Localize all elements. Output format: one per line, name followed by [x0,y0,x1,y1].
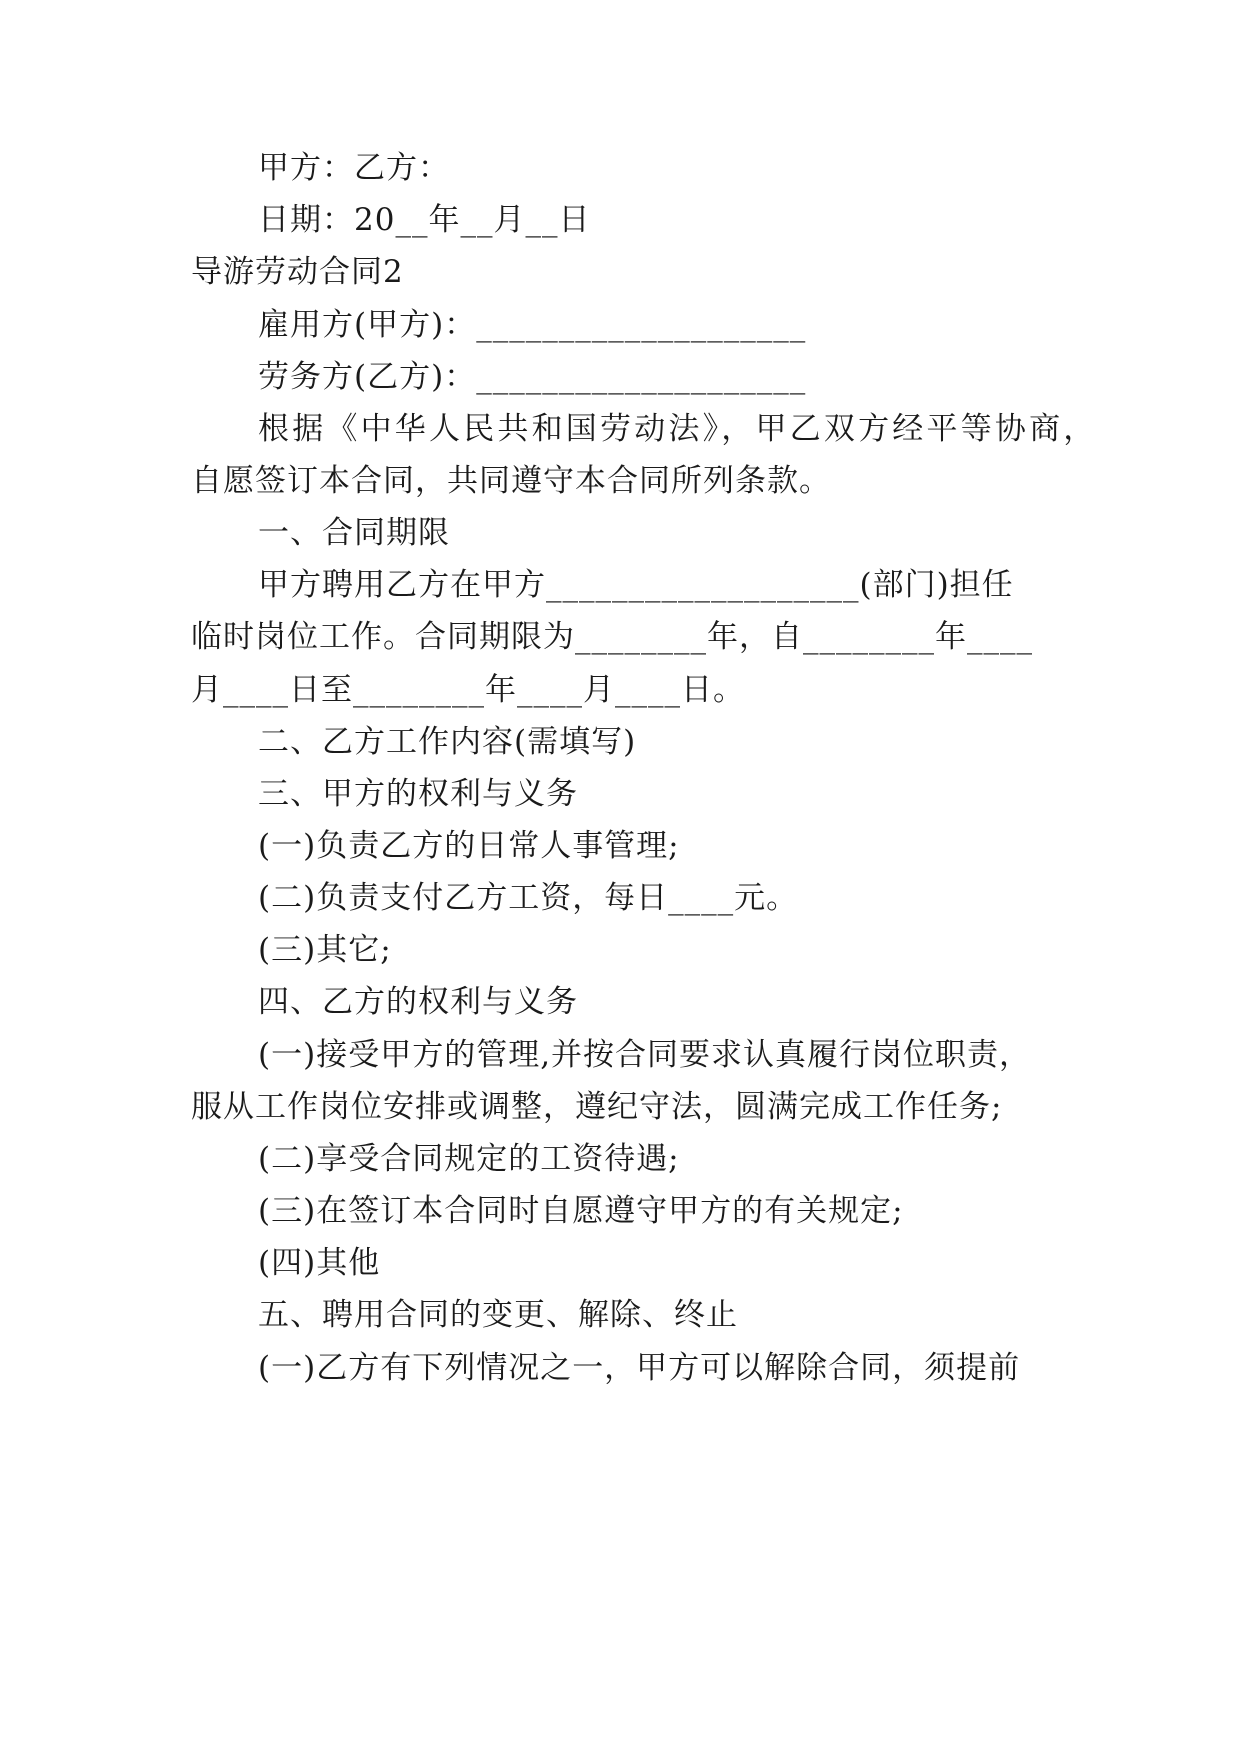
section-heading-work-content: 二、乙方工作内容(需填写) [258,724,637,760]
party-a-item-2: (二)负责支付乙方工资，每日____元。 [258,880,799,916]
section-heading-term: 一、合同期限 [258,515,450,551]
preamble-line-2: 自愿签订本合同，共同遵守本合同所列条款。 [191,463,831,499]
term-paragraph-line-2: 临时岗位工作。合同期限为________年，自________年____ [191,619,1033,655]
document-title: 导游劳动合同2 [191,254,404,290]
party-a-item-1: (一)负责乙方的日常人事管理; [258,828,680,864]
preamble-line-1: 根据《中华人民共和国劳动法》，甲乙双方经平等协商， [258,411,1098,447]
signature-parties-line: 甲方：乙方： [258,150,450,186]
contract-changes-item-1: (一)乙方有下列情况之一，甲方可以解除合同，须提前 [258,1350,1021,1386]
section-heading-party-a-rights: 三、甲方的权利与义务 [258,776,578,812]
employee-line: 劳务方(乙方)：____________________ [258,359,807,395]
date-line: 日期：20__年__月__日 [258,202,591,238]
section-heading-contract-changes: 五、聘用合同的变更、解除、终止 [258,1297,738,1333]
section-heading-party-b-rights: 四、乙方的权利与义务 [258,984,578,1020]
employer-line: 雇用方(甲方)：____________________ [258,307,807,343]
party-a-item-3: (三)其它; [258,932,392,968]
term-paragraph-line-1: 甲方聘用乙方在甲方___________________(部门)担任 [258,567,1014,603]
party-b-item-4: (四)其他 [258,1245,381,1281]
party-b-item-3: (三)在签订本合同时自愿遵守甲方的有关规定; [258,1193,904,1229]
party-b-item-2: (二)享受合同规定的工资待遇; [258,1141,680,1177]
term-paragraph-line-3: 月____日至________年____月____日。 [191,672,745,708]
party-b-item-1-line-2: 服从工作岗位安排或调整，遵纪守法，圆满完成工作任务; [191,1089,1003,1125]
party-b-item-1-line-1: (一)接受甲方的管理,并按合同要求认真履行岗位职责， [258,1037,1032,1073]
